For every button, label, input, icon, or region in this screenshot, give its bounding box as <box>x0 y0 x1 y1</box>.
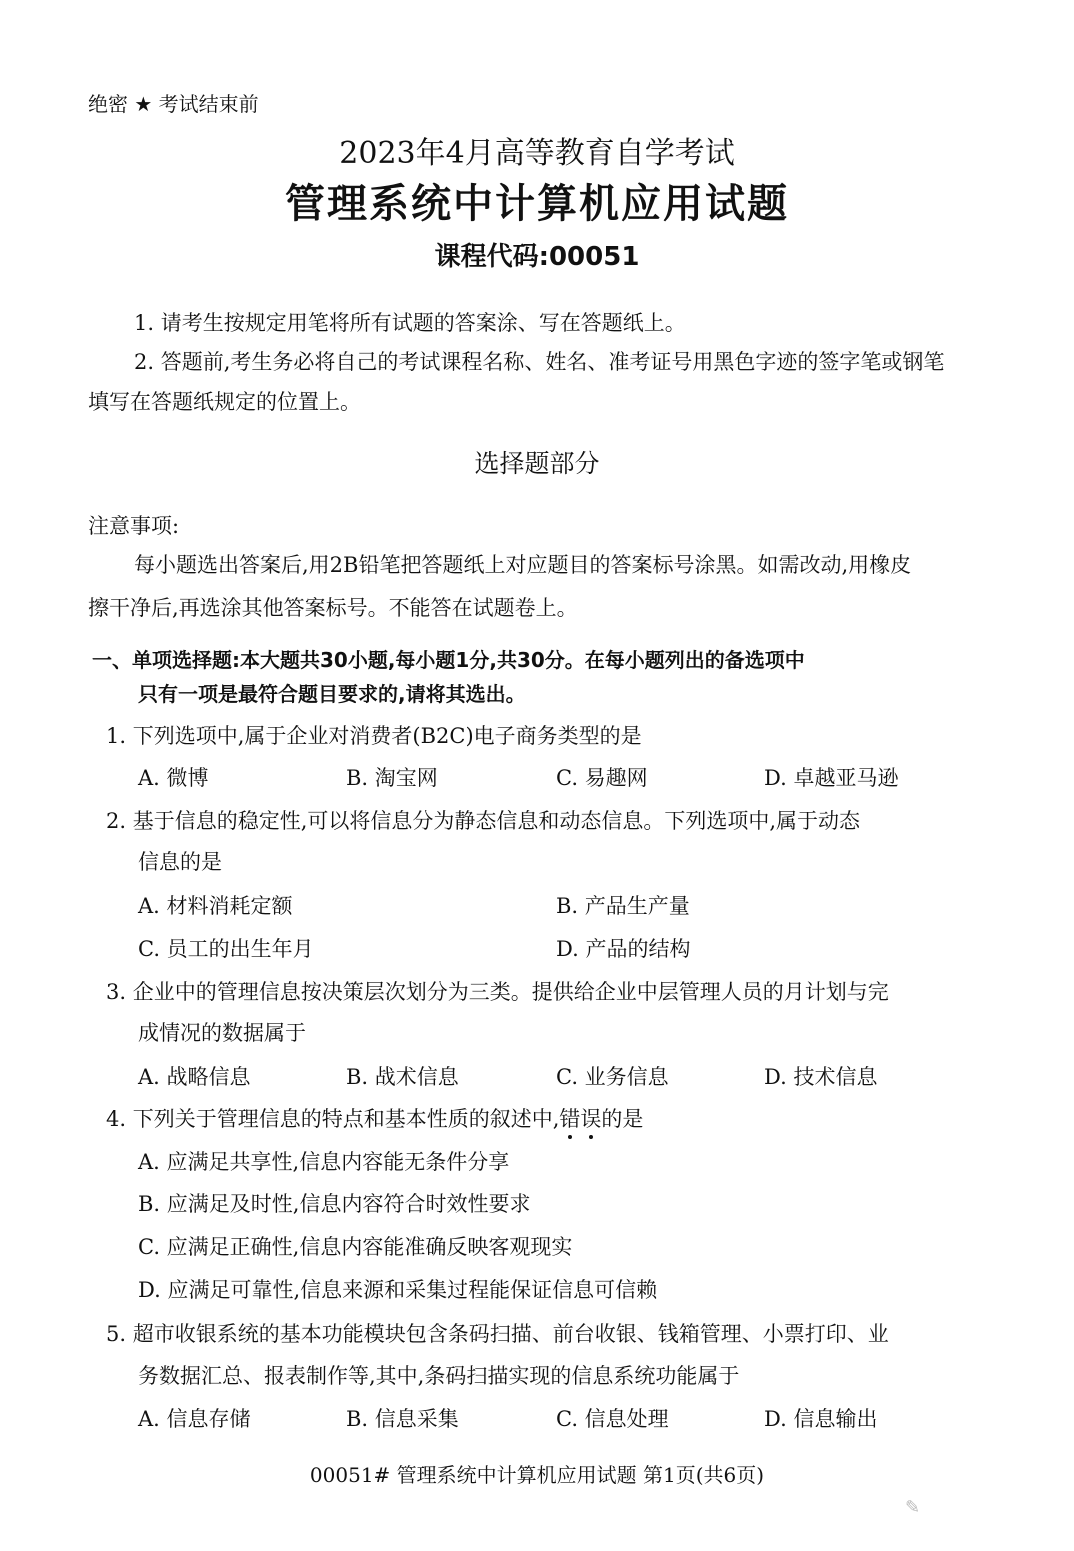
section-title: 选择题部分 <box>474 449 600 478</box>
q3-option-a: A. 战略信息 <box>138 1065 251 1089</box>
q5-stem-line2: 务数据汇总、报表制作等,其中,条码扫描实现的信息系统功能属于 <box>138 1364 740 1388</box>
q3-option-c: C. 业务信息 <box>556 1065 669 1089</box>
part1-heading-line2: 只有一项是最符合题目要求的,请将其选出。 <box>138 682 526 706</box>
pen-mark-icon: ✎ <box>905 1497 921 1518</box>
q2-option-b: B. 产品生产量 <box>556 894 690 918</box>
part1-heading-line1: 一、单项选择题:本大题共30小题,每小题1分,共30分。在每小题列出的备选项中 <box>92 648 805 672</box>
q4-stem-emphasis-1: 错 <box>559 1103 580 1133</box>
q4-option-d: D. 应满足可靠性,信息来源和采集过程能保证信息可信赖 <box>138 1278 658 1302</box>
q5-option-b: B. 信息采集 <box>346 1407 459 1431</box>
q2-option-d: D. 产品的结构 <box>556 937 691 961</box>
notice-label: 注意事项: <box>88 514 180 538</box>
q5-option-c: C. 信息处理 <box>556 1407 669 1431</box>
q2-option-a: A. 材料消耗定额 <box>138 894 293 918</box>
instruction-1: 1. 请考生按规定用笔将所有试题的答案涂、写在答题纸上。 <box>134 311 686 335</box>
instruction-2-line1: 2. 答题前,考生务必将自己的考试课程名称、姓名、准考证号用黑色字迹的签字笔或钢笔 <box>134 350 945 374</box>
notice-line-2: 擦干净后,再选涂其他答案标号。不能答在试题卷上。 <box>88 596 578 620</box>
q4-stem-prefix: 4. 下列关于管理信息的特点和基本性质的叙述中, <box>106 1107 560 1131</box>
notice-line-1: 每小题选出答案后,用2B铅笔把答题纸上对应题目的答案标号涂黑。如需改动,用橡皮 <box>134 553 912 577</box>
q1-option-a: A. 微博 <box>138 766 209 790</box>
q4-stem-emphasis-2: 误 <box>580 1103 601 1133</box>
q1-option-c: C. 易趣网 <box>556 766 648 790</box>
q4-option-a: A. 应满足共享性,信息内容能无条件分享 <box>138 1150 510 1174</box>
exam-title: 2023年4月高等教育自学考试 <box>339 136 735 171</box>
q3-option-b: B. 战术信息 <box>346 1065 459 1089</box>
q2-stem-line2: 信息的是 <box>138 850 222 874</box>
q2-option-c: C. 员工的出生年月 <box>138 937 314 961</box>
q3-stem-line1: 3. 企业中的管理信息按决策层次划分为三类。提供给企业中层管理人员的月计划与完 <box>106 980 889 1004</box>
q1-option-d: D. 卓越亚马逊 <box>764 766 899 790</box>
course-code: 课程代码:00051 <box>434 242 640 272</box>
q1-stem: 1. 下列选项中,属于企业对消费者(B2C)电子商务类型的是 <box>106 724 642 748</box>
q4-stem-suffix: 的是 <box>601 1107 644 1131</box>
q3-stem-line2: 成情况的数据属于 <box>138 1021 306 1045</box>
q5-option-a: A. 信息存储 <box>138 1407 251 1431</box>
q2-stem-line1: 2. 基于信息的稳定性,可以将信息分为静态信息和动态信息。下列选项中,属于动态 <box>106 809 861 833</box>
subject-title: 管理系统中计算机应用试题 <box>285 181 789 227</box>
q5-stem-line1: 5. 超市收银系统的基本功能模块包含条码扫描、前台收银、钱箱管理、小票打印、业 <box>106 1322 889 1346</box>
q1-option-b: B. 淘宝网 <box>346 766 438 790</box>
q4-stem <box>106 1103 643 1133</box>
confidential-label: 绝密 ★ 考试结束前 <box>88 92 259 116</box>
q4-option-b: B. 应满足及时性,信息内容符合时效性要求 <box>138 1192 531 1216</box>
instruction-2-line2: 填写在答题纸规定的位置上。 <box>88 390 361 414</box>
q3-option-d: D. 技术信息 <box>764 1065 878 1089</box>
q4-option-c: C. 应满足正确性,信息内容能准确反映客观现实 <box>138 1235 573 1259</box>
q5-option-d: D. 信息输出 <box>764 1407 878 1431</box>
page-footer: 00051# 管理系统中计算机应用试题 第1页(共6页) <box>309 1463 765 1487</box>
